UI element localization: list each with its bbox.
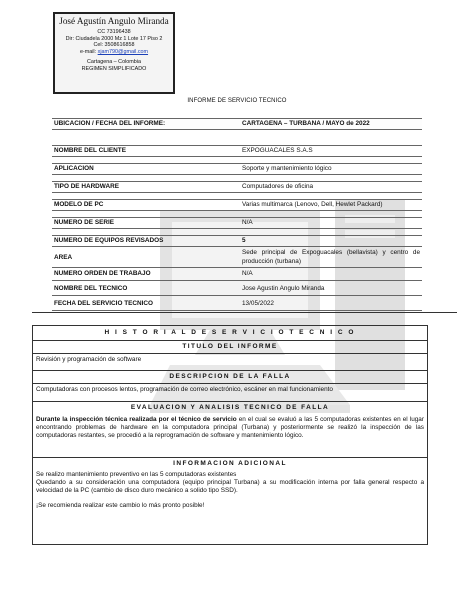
detail-row	[52, 269, 422, 281]
detail-label: TIPO DE HARDWARE	[54, 183, 119, 190]
report-title: INFORME DE SERVICIO TECNICO	[187, 98, 287, 104]
report-title-body: Revisión y programación de software	[33, 354, 427, 371]
detail-value: EXPOGUACALES S.A.S	[242, 147, 313, 154]
detail-row	[52, 217, 422, 229]
additional-line: Quedando a su consideración una computadora (equipo principal Turbana) a su modificación interna por falla general respecto a velocidad de la PC (cambio de disco duro mecánico a solido tipo SSD).	[36, 479, 424, 495]
location-row	[52, 118, 422, 130]
issuer-email[interactable]: xjam790@gmail.com	[97, 48, 149, 55]
location-value: CARTAGENA – TURBANA / MAYO de 2022	[242, 120, 370, 127]
evaluation-body	[33, 415, 427, 458]
detail-label: NOMBRE DEL TECNICO	[54, 285, 128, 292]
detail-label: MODELO DE PC	[54, 201, 104, 208]
detail-value: 13/05/2022	[242, 300, 274, 307]
detail-row	[52, 249, 422, 268]
issuer-phone: Cel: 3508616858	[93, 42, 135, 49]
detail-row	[52, 299, 422, 311]
detail-row	[52, 181, 422, 193]
issuer-city: Cartagena – Colombia	[87, 59, 141, 66]
detail-value: Varias multimarca (Lenovo, Dell, Hewlet Packard)	[242, 201, 383, 208]
detail-label: NUMERO ORDEN DE TRABAJO	[54, 270, 151, 277]
detail-label: FECHA DEL SERVICIO TECNICO	[54, 300, 153, 307]
detail-row	[52, 199, 422, 211]
detail-value: Soporte y mantenimiento lógico	[242, 165, 332, 172]
detail-label: NOMBRE DEL CLIENTE	[54, 147, 126, 154]
additional-line: Se realizo mantenimiento preventivo en las 5 computadoras existentes	[36, 471, 237, 478]
issuer-id: CC 73196438	[97, 29, 131, 35]
issuer-regime: REGIMEN SIMPLIFICADO	[81, 65, 147, 72]
email-label: e-mail:	[79, 48, 98, 55]
fault-heading: DESCRIPCION DE LA FALLA	[33, 371, 427, 384]
report-title-heading: TITULO DEL INFORME	[33, 341, 427, 354]
detail-value: Computadores de oficina	[242, 183, 314, 190]
detail-row	[52, 163, 422, 175]
issuer-name: José Agustín Angulo Miranda	[59, 16, 169, 26]
detail-value: 5	[242, 237, 246, 244]
section-divider	[32, 312, 457, 313]
evaluation-heading: EVALUACION Y ANALISIS TECNICO DE FALLA	[130, 404, 330, 411]
service-history-section	[32, 325, 428, 545]
additional-info-heading: INFORMACION ADICIONAL	[173, 460, 287, 467]
detail-row	[52, 145, 422, 157]
evaluation-text: en el cual se evaluó a las 5 computadoras existentes en el lugar encontrando problemas de hardware en la computadora principal (Turbana) y posteriormente se realizó la inspección de las computadoras restantes, se procedió a la reprogramación de software y mantenimiento lógico.	[36, 416, 424, 440]
detail-label: APLICACION	[54, 165, 94, 172]
detail-value: Sede principal de Expoguacales (bellavista) y centro de producción (turbana)	[242, 249, 420, 265]
additional-recommendation: ¡Se recomienda realizar este cambio lo más pronto posible!	[36, 501, 205, 509]
fault-body: Computadoras con procesos lentos, programación de correo electrónico, escáner en mal funcionamiento	[33, 384, 427, 402]
location-label: UBICACION / FECHA DEL INFORME:	[54, 120, 166, 127]
issuer-email-line	[55, 49, 173, 56]
detail-label: NUMERO DE SERIE	[54, 219, 115, 226]
detail-value: Jose Agustin Angulo Miranda	[242, 285, 325, 292]
detail-value: N/A	[242, 270, 253, 277]
detail-label: NUMERO DE EQUIPOS REVISADOS	[54, 237, 164, 244]
detail-row	[52, 284, 422, 296]
detail-label: AREA	[54, 254, 73, 261]
issuer-address: Dir: Ciudadela 2000 Mz 1 Lote 17 Piso 2	[65, 35, 163, 42]
additional-info-body	[33, 471, 427, 511]
evaluation-lead: Durante la inspección técnica realizada por el técnico de servicio	[36, 416, 237, 423]
detail-row	[52, 235, 422, 247]
letterhead-card	[53, 12, 175, 94]
detail-value: N/A	[242, 219, 253, 226]
history-heading: H I S T O R I A L D E S E R V I C I O T E C N I C O	[33, 326, 427, 341]
